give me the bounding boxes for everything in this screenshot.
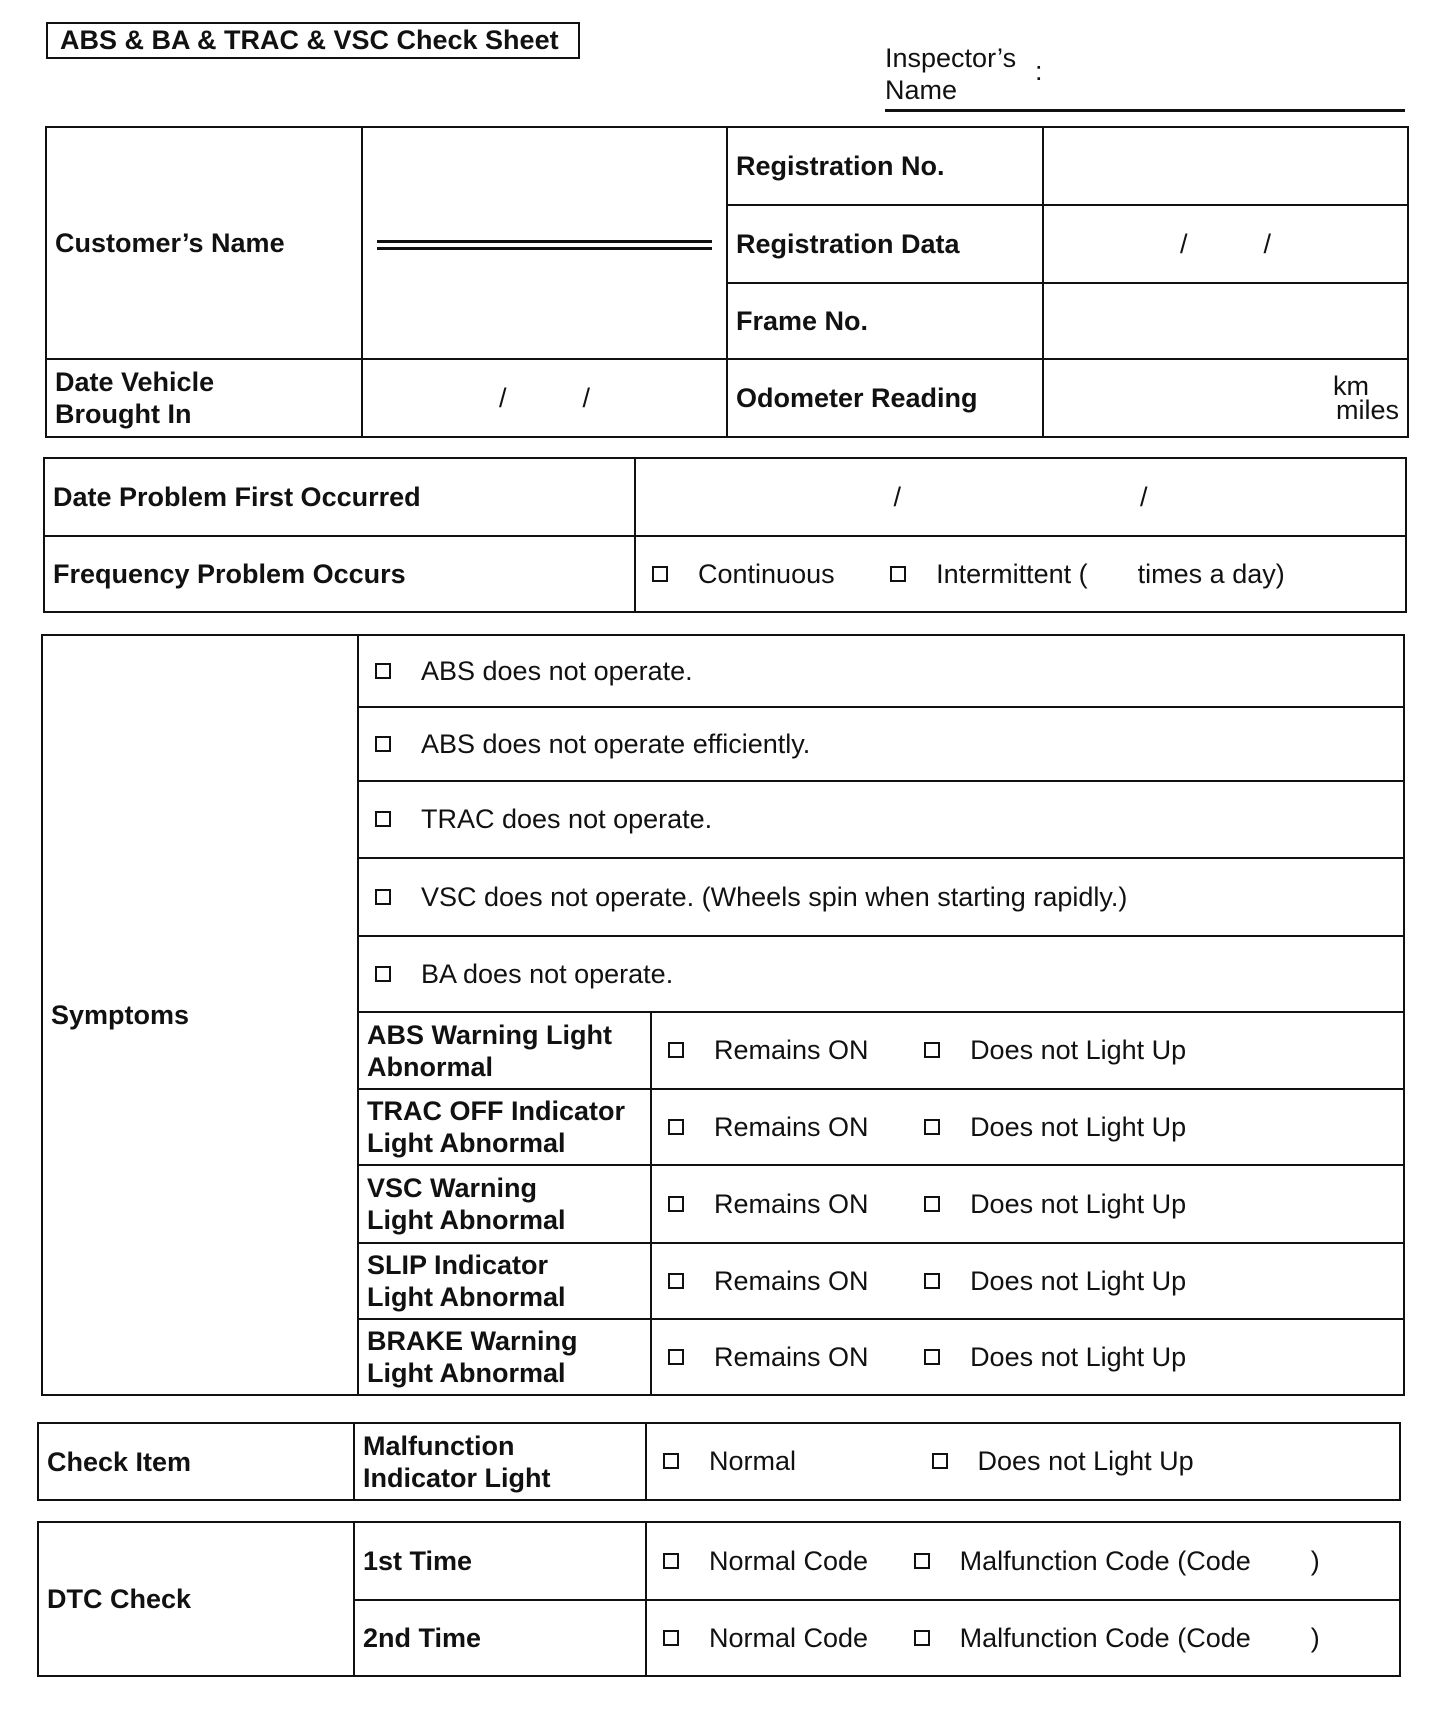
- abs-warning-light-label: ABS Warning Light Abnormal: [358, 1012, 651, 1089]
- does-not-light-option[interactable]: Does not Light Up: [916, 1266, 1186, 1297]
- checkbox-icon[interactable]: [914, 1553, 930, 1569]
- checkbox-icon[interactable]: [924, 1119, 940, 1135]
- date-separator: /: [1263, 228, 1271, 259]
- abs-warning-light-options: [651, 1012, 1404, 1089]
- checkbox-icon[interactable]: [375, 663, 391, 679]
- inspector-label: Inspector’s Name: [885, 43, 1017, 105]
- checkbox-icon[interactable]: [924, 1273, 940, 1289]
- first-occurred-field[interactable]: [635, 458, 1406, 536]
- date-separator: /: [1139, 481, 1148, 512]
- checkbox-icon[interactable]: [890, 566, 906, 582]
- remains-on-option[interactable]: Remains ON: [660, 1266, 869, 1297]
- registration-no-field[interactable]: [1043, 127, 1408, 205]
- checkbox-icon[interactable]: [375, 889, 391, 905]
- date-separator: /: [1179, 228, 1188, 259]
- checkbox-icon[interactable]: [924, 1349, 940, 1365]
- checkbox-icon[interactable]: [924, 1196, 940, 1212]
- vehicle-info-table: [45, 126, 1409, 438]
- checkbox-icon[interactable]: [668, 1119, 684, 1135]
- frequency-options: [635, 536, 1406, 612]
- malfunction-indicator-label: Malfunction Indicator Light: [354, 1423, 646, 1500]
- checkbox-icon[interactable]: [924, 1042, 940, 1058]
- dtc-check-table: [37, 1521, 1401, 1677]
- normal-code-option[interactable]: Normal Code: [655, 1623, 868, 1654]
- symptom-item[interactable]: ABS does not operate.: [358, 635, 1404, 707]
- date-separator: /: [498, 382, 507, 413]
- checkbox-icon[interactable]: [932, 1453, 948, 1469]
- date-brought-in-label: Date Vehicle Brought In: [46, 359, 362, 437]
- does-not-light-option[interactable]: Does not Light Up: [924, 1446, 1194, 1477]
- odometer-field[interactable]: [1043, 359, 1408, 437]
- symptom-item[interactable]: VSC does not operate. (Wheels spin when starting rapidly.): [358, 858, 1404, 936]
- symptom-item[interactable]: TRAC does not operate.: [358, 781, 1404, 858]
- checkbox-icon[interactable]: [668, 1196, 684, 1212]
- registration-data-field[interactable]: [1043, 205, 1408, 283]
- checkbox-icon[interactable]: [375, 811, 391, 827]
- checkbox-icon[interactable]: [914, 1630, 930, 1646]
- checkbox-icon[interactable]: [663, 1553, 679, 1569]
- registration-no-label: Registration No.: [727, 127, 1043, 205]
- odometer-unit-miles: miles: [1335, 395, 1399, 425]
- registration-data-label: Registration Data: [727, 205, 1043, 283]
- vsc-warning-light-options: [651, 1165, 1404, 1243]
- vsc-warning-light-label: VSC Warning Light Abnormal: [358, 1165, 651, 1243]
- inspector-name-field: [885, 42, 1405, 112]
- frame-no-label: Frame No.: [727, 283, 1043, 359]
- dtc-second-time-options: [646, 1600, 1400, 1676]
- inspector-colon: :: [1035, 56, 1043, 86]
- checkbox-icon[interactable]: [652, 566, 668, 582]
- check-item-label: Check Item: [38, 1423, 354, 1500]
- frame-no-field[interactable]: [1043, 283, 1408, 359]
- dtc-first-time-label: 1st Time: [354, 1522, 646, 1600]
- problem-table: [43, 457, 1407, 613]
- date-separator: /: [582, 382, 590, 413]
- checkbox-icon[interactable]: [375, 736, 391, 752]
- odometer-unit-km: km: [1333, 371, 1369, 401]
- trac-off-indicator-options: [651, 1089, 1404, 1165]
- checkbox-icon[interactable]: [668, 1042, 684, 1058]
- normal-option[interactable]: Normal: [655, 1446, 796, 1477]
- does-not-light-option[interactable]: Does not Light Up: [916, 1189, 1186, 1220]
- symptoms-table: [41, 634, 1405, 1396]
- does-not-light-option[interactable]: Does not Light Up: [916, 1112, 1186, 1143]
- brake-warning-light-options: [651, 1319, 1404, 1395]
- remains-on-option[interactable]: Remains ON: [660, 1189, 869, 1220]
- checkbox-icon[interactable]: [663, 1453, 679, 1469]
- dtc-check-label: DTC Check: [38, 1522, 354, 1676]
- symptom-item[interactable]: BA does not operate.: [358, 936, 1404, 1012]
- checkbox-icon[interactable]: [668, 1273, 684, 1289]
- remains-on-option[interactable]: Remains ON: [660, 1342, 869, 1373]
- remains-on-option[interactable]: Remains ON: [660, 1035, 869, 1066]
- symptom-item[interactable]: ABS does not operate efficiently.: [358, 707, 1404, 781]
- remains-on-option[interactable]: Remains ON: [660, 1112, 869, 1143]
- dtc-first-time-options: [646, 1522, 1400, 1600]
- inspector-name-input[interactable]: [1060, 50, 1384, 92]
- continuous-option[interactable]: Continuous: [644, 559, 835, 590]
- frequency-label: Frequency Problem Occurs: [44, 536, 635, 612]
- date-brought-in-field[interactable]: [362, 359, 727, 437]
- does-not-light-option[interactable]: Does not Light Up: [916, 1035, 1186, 1066]
- odometer-label: Odometer Reading: [727, 359, 1043, 437]
- symptoms-label: Symptoms: [42, 635, 358, 1395]
- sheet-title: ABS & BA & TRAC & VSC Check Sheet: [46, 22, 580, 59]
- checkbox-icon[interactable]: [375, 966, 391, 982]
- customer-name-label: Customer’s Name: [46, 127, 362, 359]
- customer-name-field[interactable]: [362, 127, 727, 359]
- malfunction-indicator-options: [646, 1423, 1400, 1500]
- frame-no-input[interactable]: [1052, 307, 1403, 337]
- dtc-second-time-label: 2nd Time: [354, 1600, 646, 1676]
- check-item-table: [37, 1422, 1401, 1501]
- intermittent-option[interactable]: Intermittent ( times a day): [882, 559, 1285, 590]
- first-occurred-label: Date Problem First Occurred: [44, 458, 635, 536]
- registration-no-input[interactable]: [1052, 152, 1403, 182]
- checkbox-icon[interactable]: [668, 1349, 684, 1365]
- does-not-light-option[interactable]: Does not Light Up: [916, 1342, 1186, 1373]
- double-underline: [377, 240, 712, 247]
- trac-off-indicator-label: TRAC OFF Indicator Light Abnormal: [358, 1089, 651, 1165]
- slip-indicator-label: SLIP Indicator Light Abnormal: [358, 1243, 651, 1319]
- date-separator: /: [893, 481, 901, 512]
- malfunction-code-option[interactable]: Malfunction Code (Code ): [906, 1623, 1320, 1654]
- malfunction-code-option[interactable]: Malfunction Code (Code ): [906, 1546, 1320, 1577]
- normal-code-option[interactable]: Normal Code: [655, 1546, 868, 1577]
- checkbox-icon[interactable]: [663, 1630, 679, 1646]
- slip-indicator-options: [651, 1243, 1404, 1319]
- brake-warning-light-label: BRAKE Warning Light Abnormal: [358, 1319, 651, 1395]
